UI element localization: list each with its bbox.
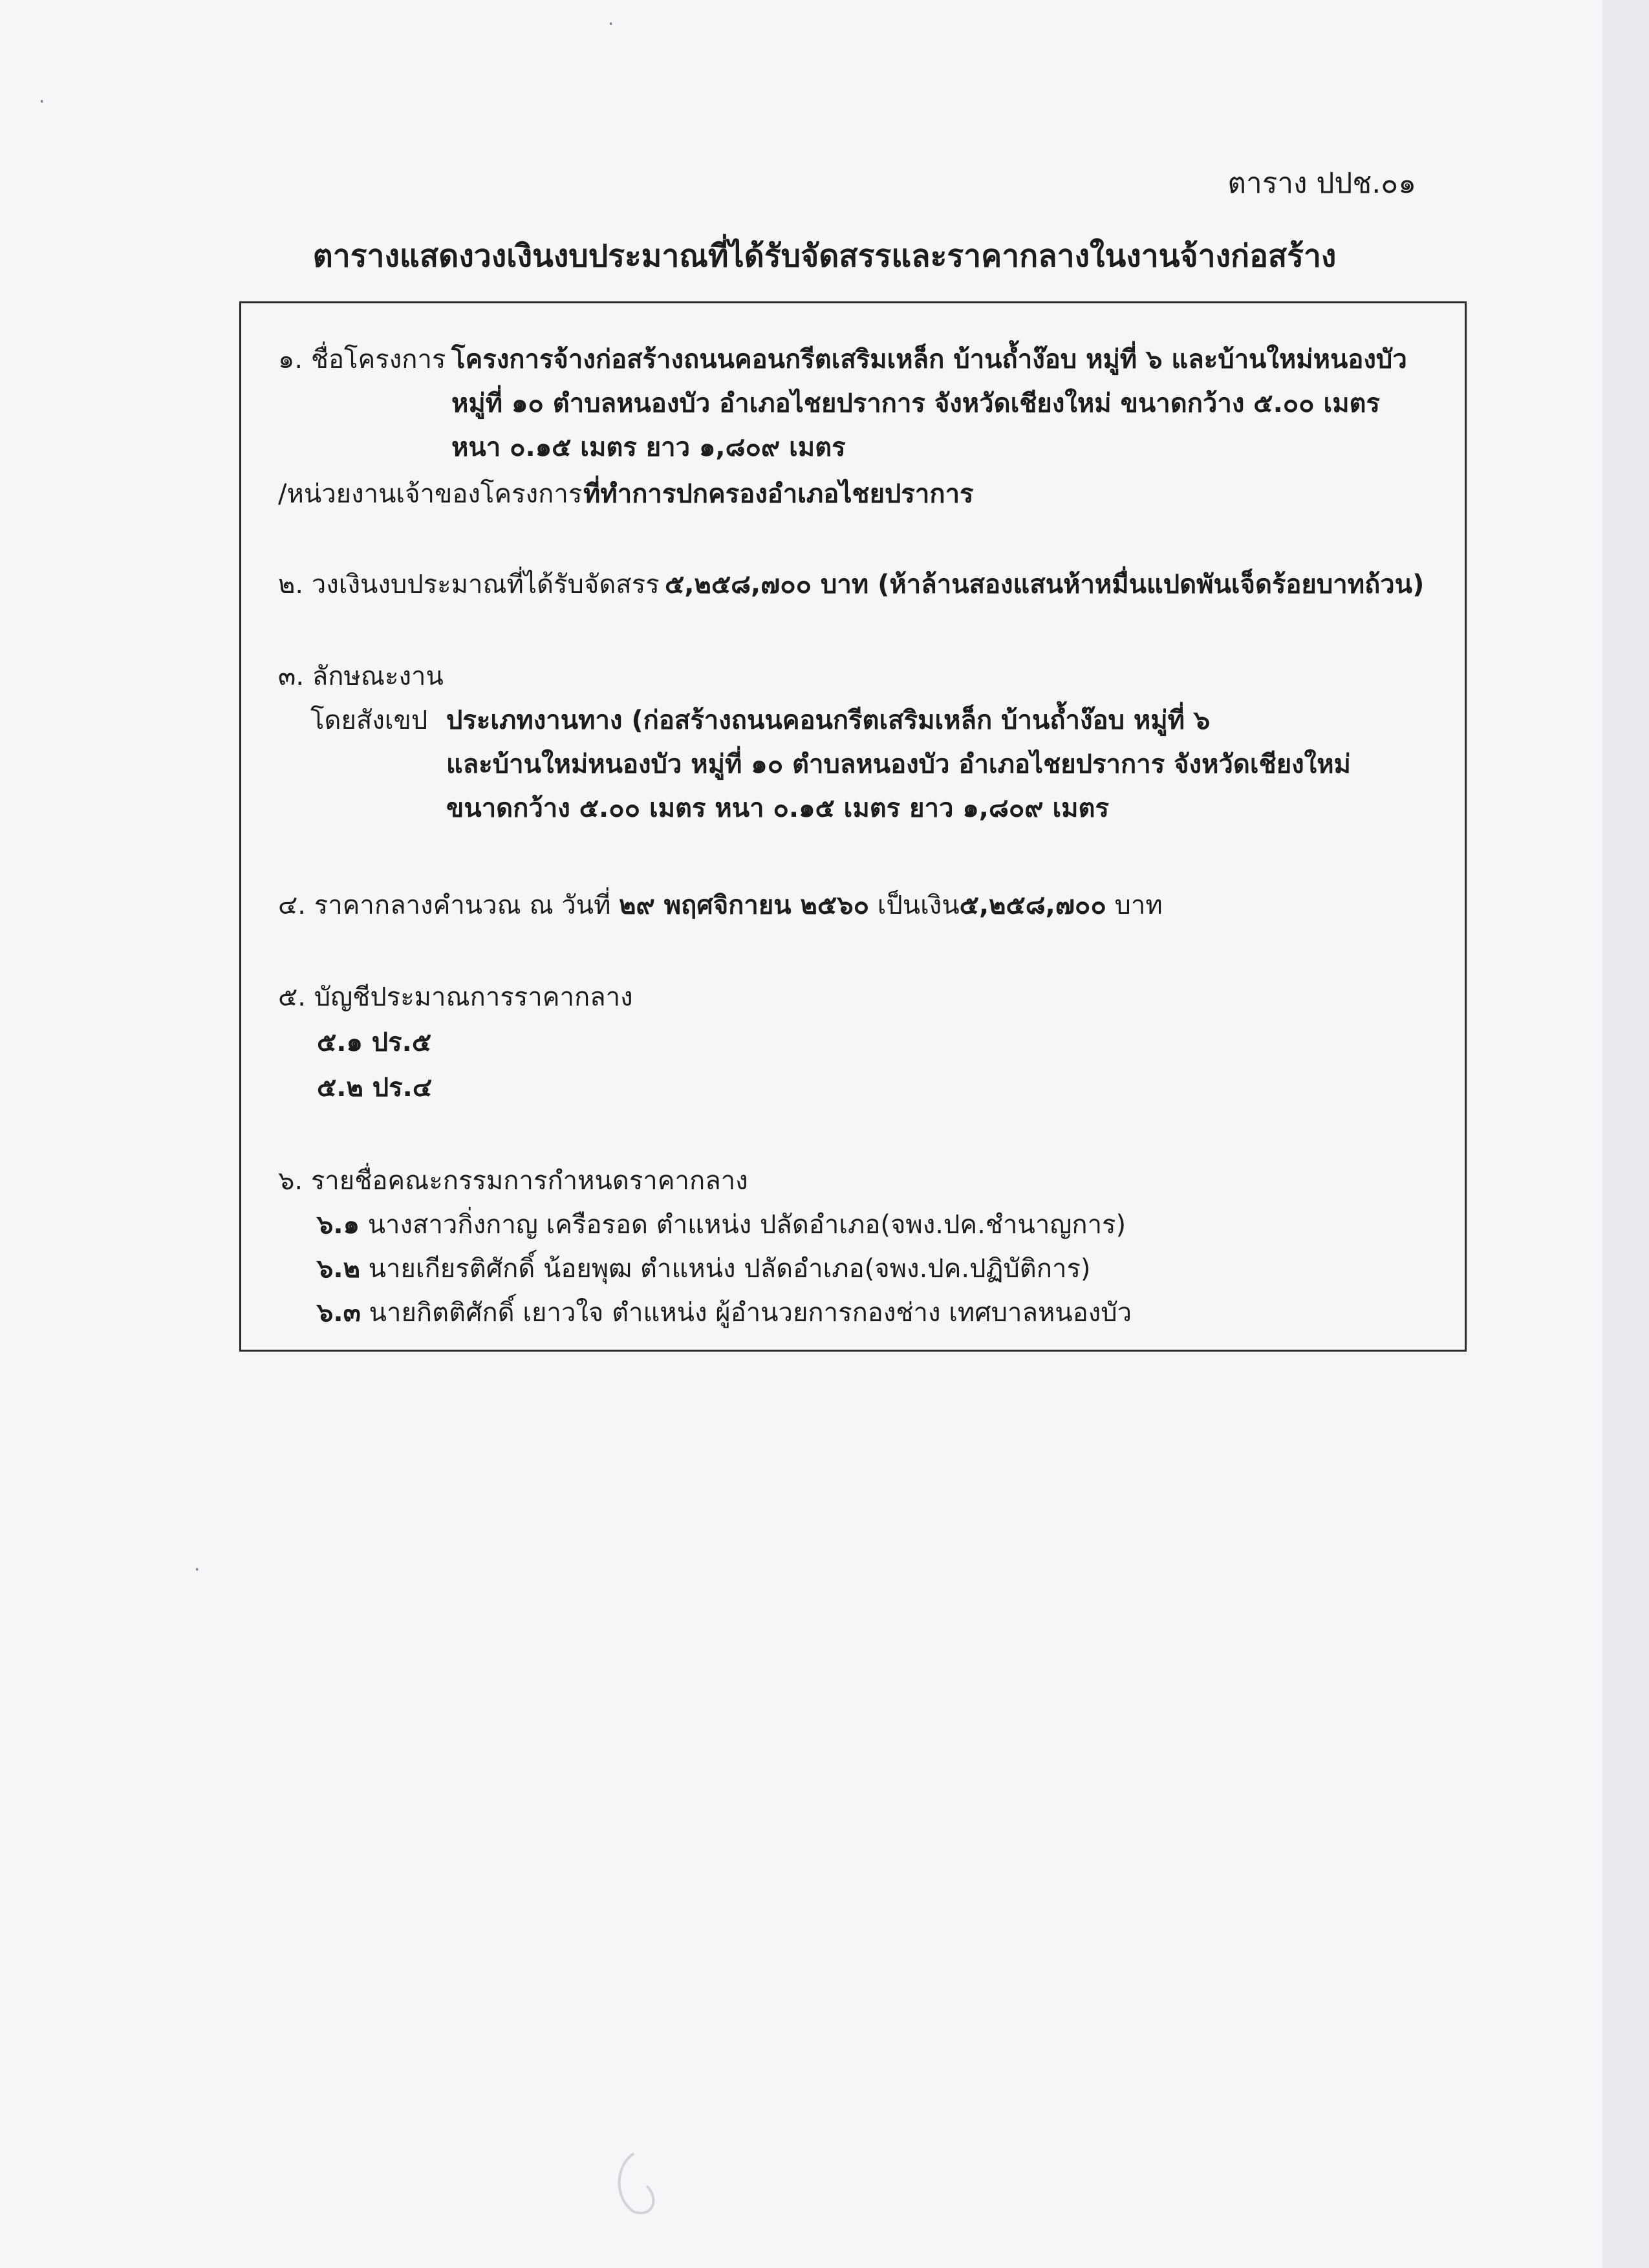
section4-unit: บาท <box>1114 891 1163 920</box>
member-text: นายกิตติศักดิ์ เยาวใจ ตำแหน่ง ผู้อำนวยการกองช่าง เทศบาลหนองบัว <box>369 1298 1132 1328</box>
scan-speck: · <box>608 13 614 36</box>
section4-amount-label: เป็นเงิน <box>877 891 960 920</box>
section4-label: ๔. ราคากลางคำนวณ ณ วันที่ <box>278 891 611 920</box>
section5-item-1: ๕.๑ ปร.๕ <box>317 1028 432 1057</box>
scan-speck: · <box>39 91 45 113</box>
member-text: นางสาวกิ่งกาญ เครือรอด ตำแหน่ง ปลัดอำเภอ(จพง.ปค.ชำนาญการ) <box>367 1210 1126 1240</box>
section4-line <box>278 887 1163 923</box>
member-number: ๖.๑ <box>317 1210 360 1240</box>
section1-owner-label: /หน่วยงานเจ้าของโครงการ <box>278 479 583 509</box>
section3-line-2: และบ้านใหม่หนองบัว หมู่ที่ ๑๐ ตำบลหนองบัว อำเภอไชยปราการ จังหวัดเชียงใหม่ <box>446 750 1351 779</box>
section6-label: ๖. รายชื่อคณะกรรมการกำหนดราคากลาง <box>278 1166 748 1196</box>
committee-member <box>317 1251 1091 1287</box>
section3-line-3: ขนาดกว้าง ๕.๐๐ เมตร หนา ๐.๑๕ เมตร ยาว ๑,๘๐๙ เมตร <box>446 794 1109 823</box>
section1-label: ๑. ชื่อโครงการ <box>278 345 446 374</box>
section1-owner-value: ที่ทำการปกครองอำเภอไชยปราการ <box>583 479 974 509</box>
section2-value: ๕,๒๕๘,๗๐๐ บาท (ห้าล้านสองแสนห้าหมื่นแปดพันเจ็ดร้อยบาทถ้วน) <box>665 570 1425 599</box>
section1-line-3: หนา ๐.๑๕ เมตร ยาว ๑,๘๐๙ เมตร <box>451 433 846 462</box>
scan-edge-shadow <box>1602 0 1649 2268</box>
member-text: นายเกียรติศักดิ์ น้อยพุฒ ตำแหน่ง ปลัดอำเภอ(จพง.ปค.ปฏิบัติการ) <box>368 1254 1091 1284</box>
member-number: ๖.๒ <box>317 1254 360 1284</box>
section1-line-2: หมู่ที่ ๑๐ ตำบลหนองบัว อำเภอไชยปราการ จังหวัดเชียงใหม่ ขนาดกว้าง ๕.๐๐ เมตร <box>451 389 1381 418</box>
section5-item-2: ๕.๒ ปร.๔ <box>317 1073 433 1103</box>
section4-date: ๒๙ พฤศจิกายน ๒๕๖๐ <box>619 891 869 920</box>
section3-line-1: ประเภทงานทาง (ก่อสร้างถนนคอนกรีตเสริมเหล็ก บ้านถ้ำง๊อบ หมู่ที่ ๖ <box>446 706 1211 735</box>
section1-line-1: โครงการจ้างก่อสร้างถนนคอนกรีตเสริมเหล็ก บ้านถ้ำง๊อบ หมู่ที่ ๖ และบ้านใหม่หนองบัว <box>451 345 1407 374</box>
form-code: ตาราง ปปช.๐๑ <box>1227 167 1416 200</box>
member-number: ๖.๓ <box>317 1298 361 1328</box>
section3-sub-label: โดยสังเขป <box>310 706 428 735</box>
section5-label: ๕. บัญชีประมาณการราคากลาง <box>278 982 633 1012</box>
section2-label: ๒. วงเงินงบประมาณที่ได้รับจัดสรร <box>278 570 660 599</box>
document-title: ตารางแสดงวงเงินงบประมาณที่ได้รับจัดสรรและราคากลางในงานจ้างก่อสร้าง <box>312 238 1337 274</box>
scan-stain <box>608 2147 666 2225</box>
committee-member <box>317 1207 1126 1243</box>
section3-label: ๓. ลักษณะงาน <box>278 662 444 691</box>
scan-speck: · <box>194 1559 200 1581</box>
section4-amount: ๕,๒๕๘,๗๐๐ <box>959 891 1106 920</box>
committee-member <box>317 1295 1132 1331</box>
